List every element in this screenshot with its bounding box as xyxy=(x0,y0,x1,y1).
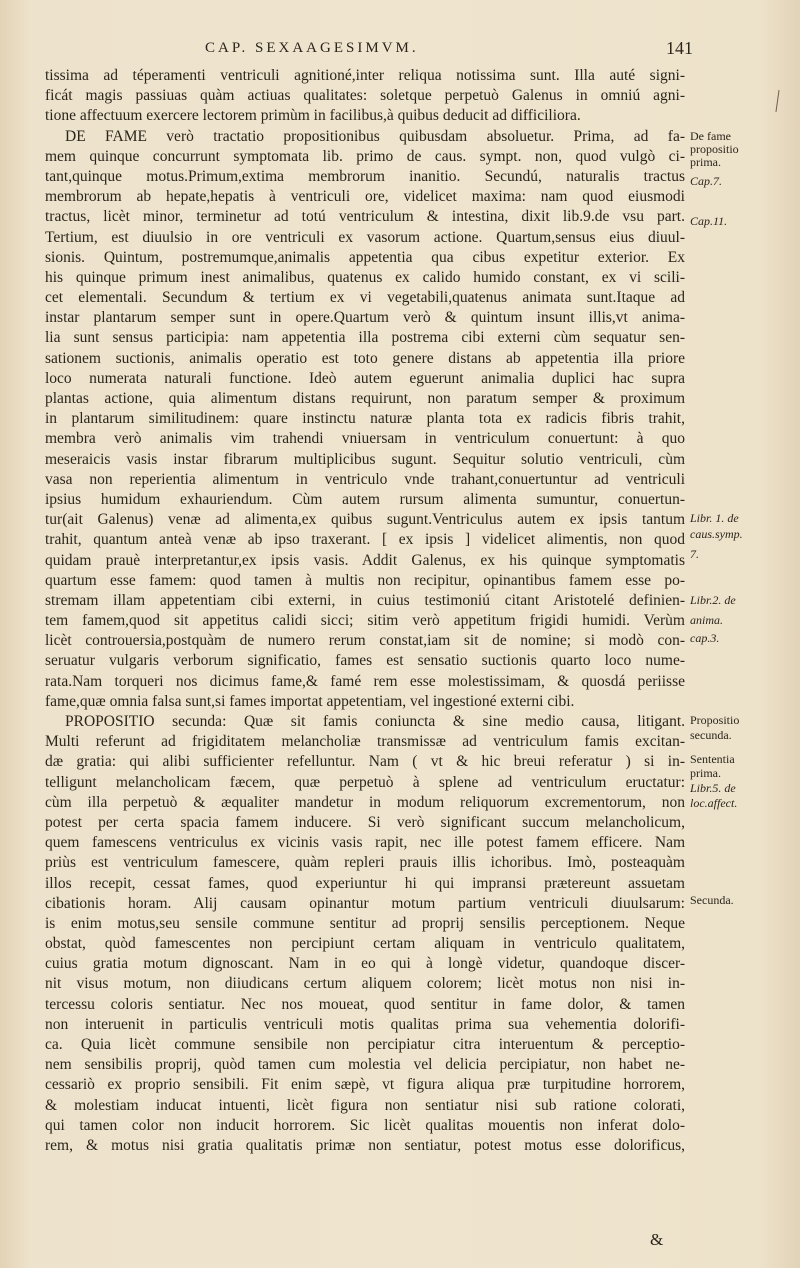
text-line: illos recepit, cessat fames, quod experiuntur hi qui impransi prætereunt assuetam xyxy=(45,874,685,892)
text-line: cibationis horam. Alij causam opinantur motum partium ventriculi diuulsarum: xyxy=(45,894,685,912)
text-line: qui tamen color non inducit horrorem. Sic licèt qualitas mouentis non inferat dolo- xyxy=(45,1116,685,1134)
page-number: 141 xyxy=(666,38,693,58)
text-line: cùm illa perpetuò & æqualiter mandetur in modum reliquorum excrementorum, non xyxy=(45,793,685,811)
text-line: licèt controuersia,postquàm de numero rerum constat,iam sit de nomine; si modò con- xyxy=(45,632,685,650)
text-line: Multi referunt ad frigiditatem melancholiæ transmissæ ad ventriculum famis excitan- xyxy=(45,733,685,751)
text-line: his quinque primum inest animalibus, quatenus ex calido humido constant, ex vi scili- xyxy=(45,268,685,286)
text-line: membrorum ab hepate,hepatis à ventriculi ore, videlicet maxima: nam quod eiusmodi xyxy=(45,188,685,206)
margin-note: De fame xyxy=(690,129,731,143)
margin-note: caus.symp. xyxy=(690,527,743,541)
text-line: trahit, quantum anteà venæ ab ipso traxerant. [ ex ipsis ] videlicet alimentis, non quod xyxy=(45,531,685,549)
margin-note: prima. xyxy=(690,155,721,169)
text-line: tur(ait Galenus) venæ ad alimenta,ex quibus sugunt.Ventriculus autem ex ipsis tantum xyxy=(45,511,685,529)
margin-note: Libr.2. de xyxy=(690,593,736,607)
main-text xyxy=(45,66,685,1156)
margin-note: Propositio xyxy=(690,713,740,727)
text-line: cet elementali. Secundum & tertium ex vi vegetabili,quatenus animata sunt.Itaque ad xyxy=(45,289,685,307)
text-line: cuius gratia motum dignoscant. Nam in eo qui à longè videtur, quandoque discer- xyxy=(45,955,685,973)
text-line: quem famescens ventriculus ex vicinis vasis rapit, nec ille potest famem efficere. Nam xyxy=(45,834,685,852)
text-line: sionis. Quintum, postremumque,animalis appetentia qua cibus expetitur exterior. Ex xyxy=(45,248,685,266)
margin-note: Secunda. xyxy=(690,893,734,907)
text-line: mem quinque concurrunt symptomata lib. primo de caus. sympt. non, quod vulgò ci- xyxy=(45,147,685,165)
text-line: potest per certa spacia famem inducere. Si verò significant succum melancholicum, xyxy=(45,813,685,831)
text-line: nit visus motum, non diiudicans certum aliquem colorem; licèt motus non nisi in- xyxy=(45,975,685,993)
text-line: fame,quæ omnia falsa sunt,si fames importat appetentiam, vel ingestioné externi cibi. xyxy=(45,692,575,710)
text-line: PROPOSITIO secunda: Quæ sit famis coniuncta & sine medio causa, litigant. xyxy=(65,713,685,730)
margin-note: Libr.5. de xyxy=(690,781,736,795)
text-line: & molestiam inducat intuenti, licèt figura non sentiatur nisi sub ratione colorati, xyxy=(45,1096,685,1114)
text-line: priùs est ventriculum famescere, quàm repleri prauis illis ichoribus. Imò, posteaquàm xyxy=(45,854,685,872)
text-line: lia sunt sensus participia: nam appetentia illa postrema cibi externi cùm sequatur sen- xyxy=(45,329,685,347)
margin-note: anima. xyxy=(690,613,723,627)
text-line: rem, & motus nisi gratia qualitatis primæ non sentiatur, potest motus esse dolorificus, xyxy=(45,1136,685,1154)
text-line: ficát magis passiuas quàm actiuas qualitates: soletque perpetuò Galenus in omniú agni- xyxy=(45,87,685,105)
margin-note: propositio xyxy=(690,142,739,156)
text-line: tissima ad téperamenti ventriculi agnitioné,inter reliqua notissima sunt. Illa auté signi- xyxy=(45,67,685,84)
text-line: quidam prauè interpretantur,ex ipsis vasis. Addit Galenus, ex his quinque symptomatis xyxy=(45,551,685,569)
ink-mark xyxy=(775,90,779,112)
margin-note: 7. xyxy=(690,547,699,561)
text-line: tractus, licèt minor, terminetur ad totú ventriculum & intestina, dixit lib.9.de vsu part. xyxy=(45,208,685,226)
margin-note: Cap.7. xyxy=(690,174,723,188)
margin-note: Libr. 1. de xyxy=(690,511,739,525)
text-line: vasa non reperientia alimentum in ventriculo vnde trahant,conuertuntur ad ventriculi xyxy=(45,470,685,488)
running-head: CAP. SEXAAGESIMVM. xyxy=(205,40,419,56)
margin-note: prima. xyxy=(690,766,721,780)
margin-note: cap.3. xyxy=(690,631,720,645)
text-line: DE FAME verò tractatio propositionibus quibusdam absoluetur. Prima, ad fa- xyxy=(65,127,685,145)
text-line: ipsius humidum exhauriendum. Cùm autem rursum alimenta sumuntur, conuertun- xyxy=(45,490,685,508)
text-line: in plantarum similitudinem: quare instinctu naturæ planta tota ex radicis fibris trahit, xyxy=(45,410,685,428)
text-line: ca. Quia licèt commune sensibile non percipiatur citra interuentum & perceptio- xyxy=(45,1036,685,1053)
margin-note: Sententia xyxy=(690,752,735,766)
text-line: non interuenit in particulis ventriculi motis qualitas prima sua vehementia dolorifi- xyxy=(45,1015,685,1033)
text-line: tem famem,quod sit appetitus calidi sicci; sitim verò appetitum frigidi humidi. Verùm xyxy=(45,612,685,630)
text-line: instar plantarum semper sunt in opere.Quartum verò & quintum insunt illis,vt anima- xyxy=(45,309,685,327)
text-line: Tertium, est diuulsio in ore ventriculi ex vasorum actione. Quartum,sensus eius diuul- xyxy=(45,228,685,246)
margin-note: secunda. xyxy=(690,728,732,742)
text-line: rata.Nam torqueri nos dicimus fame,& famé rem esse molestissimam, & quosdá periisse xyxy=(45,672,685,690)
text-line: is enim motus,seu sensile commune sentitur ad proprij sensilis perceptionem. Neque xyxy=(45,914,685,932)
margin-note: loc.affect. xyxy=(690,796,738,810)
text-line: quartum esse famem: quod tamen à multis non recipitur, opinantibus famem esse po- xyxy=(45,571,685,589)
text-line: cessariò ex proprio sensibili. Fit enim sæpè, vt figura aliqua præ turpitudine horrorem, xyxy=(45,1076,685,1094)
text-line: tione affectuum exercere lectorem primùm in facilibus,à quibus deducit ad difficiliora. xyxy=(45,107,581,125)
text-line: telligunt melancholicam fæcem, quæ perpetuò à splene ad ventriculum eructatur: xyxy=(45,773,685,791)
text-line: dæ gratia: qui alibi sufficienter refelluntur. Nam ( vt & hic breui referatur ) si in- xyxy=(45,753,685,771)
text-line: obstat, quòd famescentes non percipiunt certam aliquam in ventriculo qualitatem, xyxy=(45,935,685,953)
text-line: loco numerata naturali functione. Ideò autem eguerunt animalia duplici hac supra xyxy=(45,369,685,387)
page-header xyxy=(45,38,693,62)
text-line: membra verò animalis vim trahendi vniuersam in ventriculum conuertunt: à quo xyxy=(45,430,685,448)
margin-note: Cap.11. xyxy=(690,214,728,228)
text-line: plantas actione, quia alimentum distans requirunt, non paratum semper & proximum xyxy=(45,390,685,407)
text-line: nem sensibilis proprij, quòd tamen cum molestia vel delicia percipiatur, non habet ne- xyxy=(45,1056,685,1074)
text-line: sationem suctionis, animalis operatio est toto genere distans ab appetentia illa priore xyxy=(45,349,685,367)
text-line: meseraicis vasis instar fibrarum multiplicibus sugunt. Sequitur solutio ventriculi, cùm xyxy=(45,450,685,468)
text-line: seruatur vulgaris verborum significatio, fames est sensatio suctionis quarto loco nume- xyxy=(45,652,685,670)
text-line: tercessu coloris sentiatur. Nec nos moueat, quod sentitur in fame dolor, & tamen xyxy=(45,995,685,1013)
text-line: tant,quinque motus.Primum,extima membrorum inanitio. Secundú, naturalis tractus xyxy=(45,167,685,185)
text-line: stremam illam appetentiam cibi externi, in cuius testimoniú citant Aristotelé definien- xyxy=(45,591,685,609)
catchword: & xyxy=(650,1230,664,1249)
